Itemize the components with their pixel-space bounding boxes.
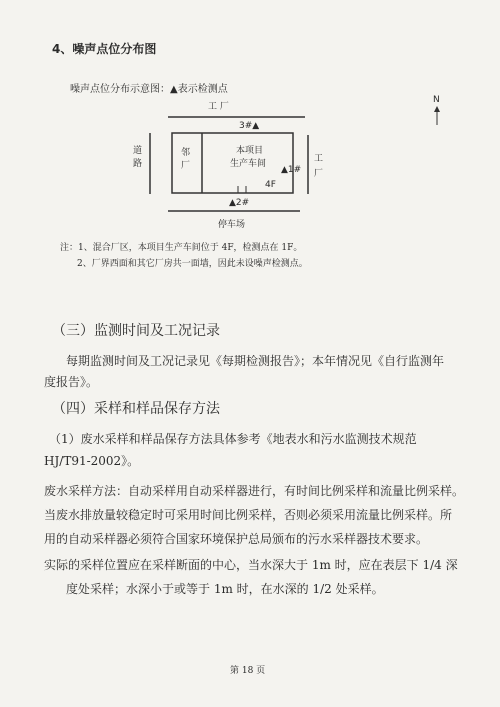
label-building-2: 生产车间 bbox=[230, 159, 267, 169]
section-3-line-2: 度报告》。 bbox=[44, 375, 99, 389]
point-3: 3#▲ bbox=[239, 121, 260, 131]
label-floor: 4F bbox=[265, 180, 276, 190]
diagram-note-2: 2、厂界西面和其它厂房共一面墙，因此未设噪声检测点。 bbox=[77, 259, 308, 269]
section-4-p2-line-1: 废水采样方法：自动采样用自动采样器进行，有时间比例采样和流量比例采样。 bbox=[44, 484, 465, 498]
label-parking: 停车场 bbox=[218, 220, 246, 230]
label-building-1: 本项目 bbox=[236, 146, 264, 156]
section-4-title: （四）采样和样品保存方法 bbox=[52, 401, 220, 417]
point-1: ▲1# bbox=[281, 165, 302, 175]
section-4-p1-line-2: HJ/T91-2002》。 bbox=[44, 454, 140, 468]
diagram-note-1: 注：1、混合厂区，本项目生产车间位于 4F，检测点在 1F。 bbox=[60, 243, 303, 253]
label-neighbor: 邻厂 bbox=[181, 148, 191, 171]
section-4-p3-line-1: 实际的采样位置应在采样断面的中心，当水深大于 1m 时，应在表层下 1/4 深 bbox=[44, 558, 458, 572]
section-4-p1-line-1: （1）废水采样和样品保存方法具体参考《地表水和污水监测技术规范 bbox=[49, 432, 417, 446]
section-3-line-1: 每期监测时间及工况记录见《每期检测报告》；本年情况见《自行监测年 bbox=[66, 354, 445, 368]
section-4-p2-line-3: 用的自动采样器必须符合国家环境保护总局颁布的污水采样器技术要求。 bbox=[44, 532, 429, 546]
page-number: 第 18 页 bbox=[230, 666, 266, 676]
north-arrow-head bbox=[434, 106, 440, 112]
section-4-p2-line-2: 当废水排放量较稳定时可采用时间比例采样，否则必须采用流量比例采样。所 bbox=[44, 508, 453, 522]
section-4-p3-line-2: 度处采样；水深小于或等于 1m 时，在水深的 1/2 处采样。 bbox=[66, 582, 384, 596]
label-road: 道路 bbox=[133, 146, 143, 169]
label-factory-top: 工 厂 bbox=[208, 102, 229, 112]
section-heading-noise-map: 4、噪声点位分布图 bbox=[52, 42, 157, 56]
point-2: ▲2# bbox=[229, 198, 250, 208]
diagram-caption: 噪声点位分布示意图：▲表示检测点 bbox=[70, 84, 228, 95]
section-3-title: （三）监测时间及工况记录 bbox=[52, 323, 220, 339]
label-factory-right: 工厂 bbox=[314, 154, 324, 179]
north-label: N bbox=[433, 95, 440, 105]
